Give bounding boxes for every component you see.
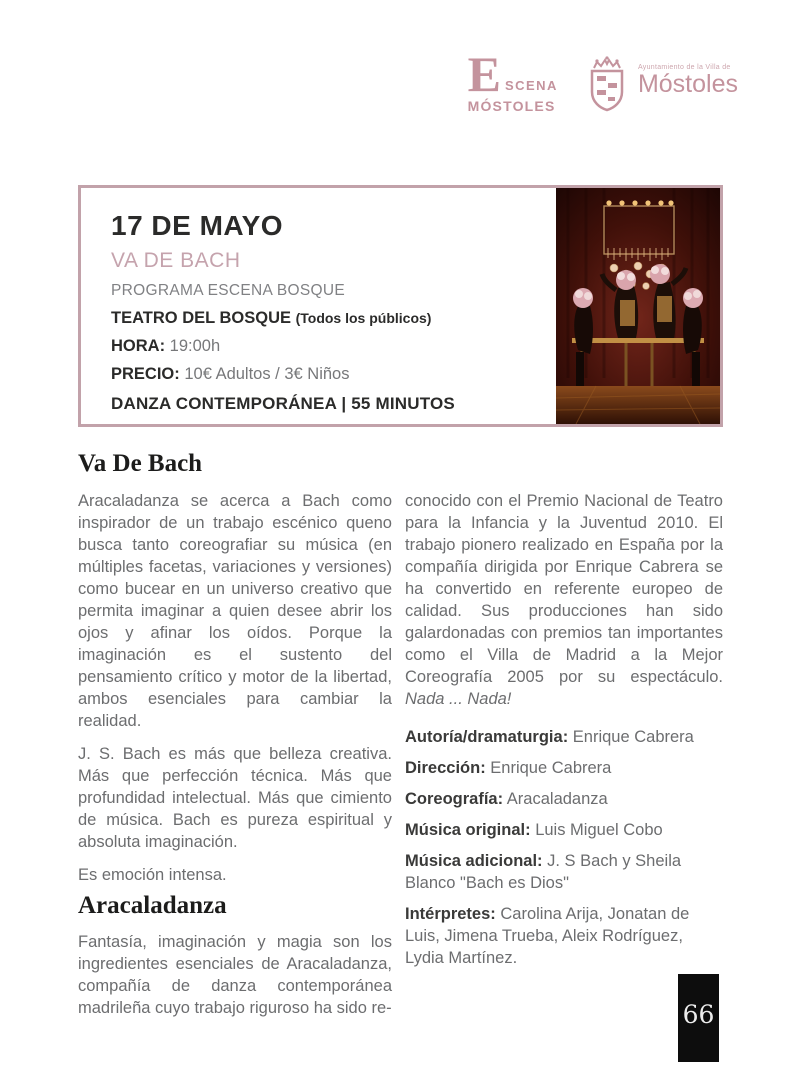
event-price-line <box>111 365 541 384</box>
paragraph: Fantasía, imaginación y magia son los ingredientes esenciales de Aracaladanza, compañía de danza contemporánea madrileña cuyo trabajo riguroso ha sido re- <box>78 933 392 1017</box>
event-photo <box>556 188 720 424</box>
credit-label: Intérpretes: <box>405 905 496 923</box>
event-price-label: PRECIO: <box>111 365 180 383</box>
event-time-label: HORA: <box>111 337 166 355</box>
event-details <box>111 210 541 414</box>
article-heading-va-de-bach: Va De Bach <box>78 450 203 477</box>
credit-row <box>405 757 723 779</box>
italic-show-title: Nada ... Nada! <box>405 690 512 708</box>
mostoles-crest-icon <box>584 54 630 117</box>
event-genre-duration: DANZA CONTEMPORÁNEA | 55 MINUTOS <box>111 394 455 413</box>
article-left-column <box>78 450 392 1030</box>
credit-value: Enrique Cabrera <box>490 759 612 777</box>
event-card <box>78 185 723 427</box>
paragraph: Es emoción intensa. <box>78 865 227 884</box>
credit-row <box>405 819 723 841</box>
event-program: PROGRAMA ESCENA BOSQUE <box>111 282 345 299</box>
credit-label: Dirección: <box>405 759 486 777</box>
article-heading-aracaladanza: Aracaladanza <box>78 891 227 919</box>
credit-value: Carolina Arija, Jonatan de Luis, Jimena Trueba, Aleix Rodríguez, Lydia Martínez. <box>405 905 690 967</box>
credit-label: Autoría/dramaturgia: <box>405 728 569 746</box>
credit-label: Música original: <box>405 821 531 839</box>
event-audience: (Todos los públicos) <box>295 310 432 326</box>
event-time-value: 19:00h <box>169 337 221 355</box>
header-logos <box>467 46 738 117</box>
escena-logo-word: SCENA <box>504 78 558 93</box>
event-venue: TEATRO DEL BOSQUE <box>111 309 291 327</box>
paragraph: J. S. Bach es más que belleza creativa. Más que perfección técnica. Más que profundidad intelectual. Más que cimiento de música. Bach es pureza espiritual y absoluta imaginación. <box>78 744 392 851</box>
credit-label: Música adicional: <box>405 852 543 870</box>
escena-e-icon: E <box>467 46 501 102</box>
page-number-box <box>678 974 719 1062</box>
article-right-column <box>405 490 723 978</box>
escena-logo-city: MÓSTOLES <box>467 98 556 114</box>
credit-row <box>405 850 723 894</box>
event-title: VA DE BACH <box>111 249 241 272</box>
paragraph: conocido con el Premio Nacional de Teatro para la Infancia y la Juventud 2010. El trabajo pionero realizado en España por la compañía dirigida por Enrique Cabrera se ha convertido en referente europeo de calidad. Sus producciones han sido galardonadas con premios tan importantes como el Villa de Madrid a la Mejor Coreografía 2005 por su espectáculo. Nada ... Nada! <box>405 492 723 708</box>
paragraph: Aracaladanza se acerca a Bach como inspirador de un trabajo escénico queno busca tanto coreografiar su música (en múltiples facetas, variaciones y versiones) como bucear en un universo creativo que permita imaginar a quien desee abrir los ojos y afinar los oídos. Porque la imaginación es el sustento del pensamiento crítico y motor de la libertad, ambos esenciales para cambiar la realidad. <box>78 491 392 730</box>
credit-value: J. S Bach y Sheila Blanco "Bach es Dios" <box>405 852 682 892</box>
ayuntamiento-city-name: Móstoles <box>637 70 738 98</box>
credit-value: Enrique Cabrera <box>572 728 694 746</box>
event-time-line <box>111 337 541 356</box>
credit-row <box>405 903 723 969</box>
event-date: 17 DE MAYO <box>111 210 284 241</box>
ayuntamiento-logo <box>584 54 738 117</box>
credit-row <box>405 726 723 748</box>
credit-value: Aracaladanza <box>506 790 608 808</box>
page-number: 66 <box>682 1000 715 1029</box>
credits-list <box>405 726 723 969</box>
escena-mostoles-logo <box>467 46 558 114</box>
ayuntamiento-small-text: Ayuntamiento de la Villa de <box>637 64 731 71</box>
event-price-value: 10€ Adultos / 3€ Niños <box>184 365 350 383</box>
credit-row <box>405 788 723 810</box>
credit-label: Coreografía: <box>405 790 504 808</box>
credit-value: Luis Miguel Cobo <box>535 821 663 839</box>
event-venue-line <box>111 309 541 328</box>
